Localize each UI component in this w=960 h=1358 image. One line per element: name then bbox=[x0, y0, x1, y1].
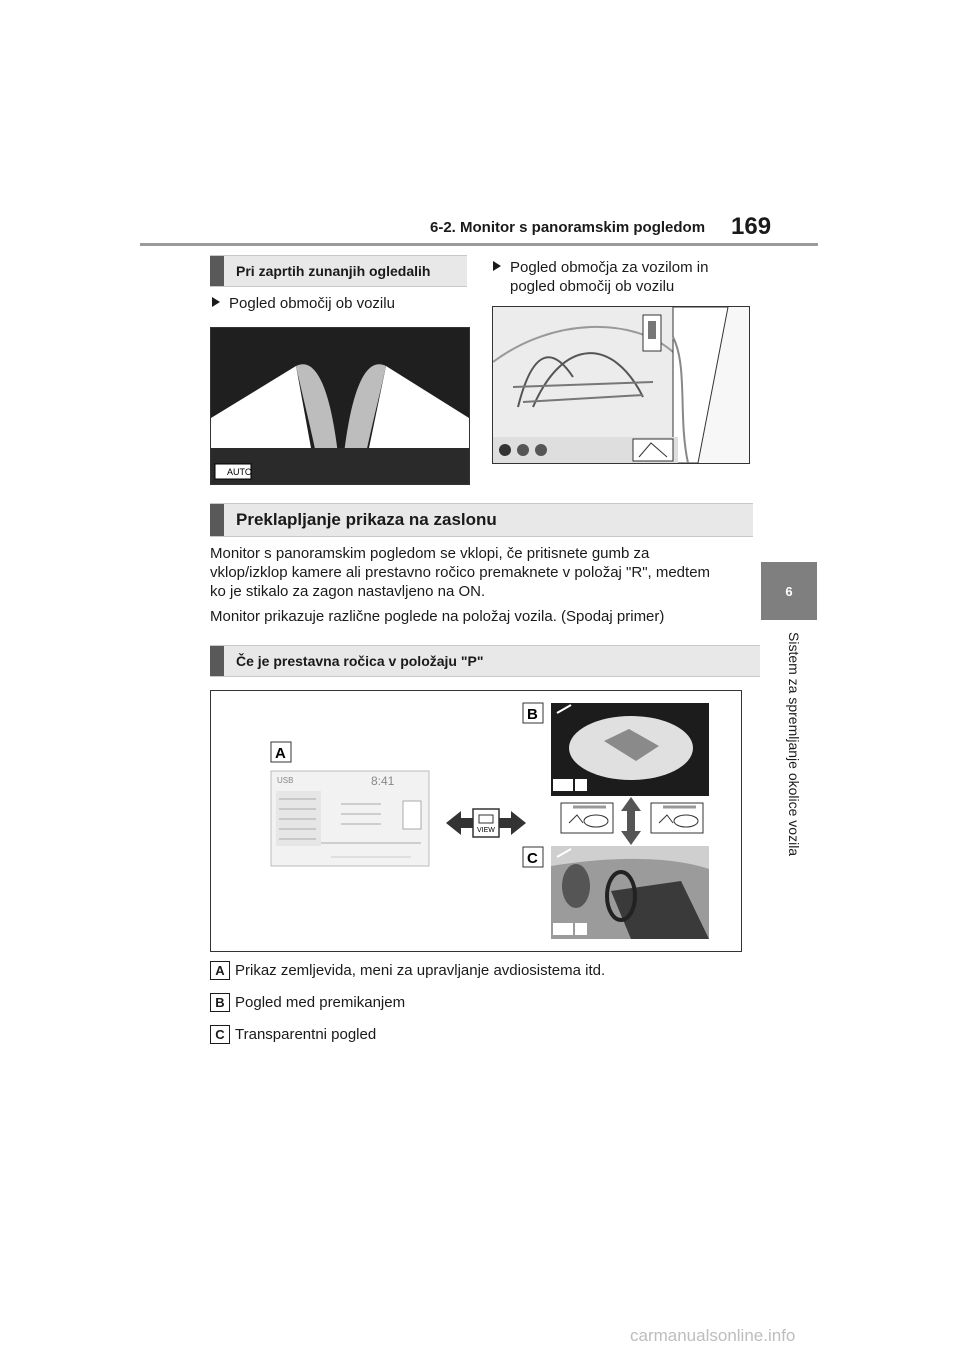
paragraph-line: Monitor s panoramskim pogledom se vklopi, če pritisnete gumb za bbox=[210, 545, 650, 562]
moving-view-screen bbox=[551, 703, 709, 796]
legend-item-b bbox=[210, 993, 405, 1012]
chapter-tab-label: Sistem za spremljanje okolice vozila bbox=[786, 632, 802, 857]
transparent-view-screen bbox=[551, 846, 709, 939]
paragraph-line: ko je stikalo za zagon nastavljeno na ON. bbox=[210, 583, 486, 600]
rear-view-illustration bbox=[493, 307, 749, 463]
triangle-bullet-icon bbox=[212, 297, 220, 307]
screen-time: 8:41 bbox=[371, 774, 395, 788]
audio-map-screen bbox=[271, 771, 429, 866]
heading-text: Pri zaprtih zunanjih ogledalih bbox=[236, 263, 431, 279]
heading-bar bbox=[210, 646, 224, 676]
bullet-side-view bbox=[212, 294, 472, 313]
figure-rear-side-view bbox=[492, 306, 750, 464]
section-heading-mirrors-closed bbox=[210, 255, 467, 287]
chapter-tab-number: 6 bbox=[761, 562, 817, 620]
heading-bar bbox=[210, 256, 224, 286]
figure-view-switching-diagram bbox=[210, 690, 742, 952]
watermark: carmanualsonline.info bbox=[630, 1326, 796, 1345]
legend-key: C bbox=[210, 1025, 230, 1044]
label-a: A bbox=[275, 745, 286, 762]
bullet-line1: Pogled območja za vozilom in bbox=[510, 259, 709, 276]
page-number: 169 bbox=[731, 213, 772, 240]
auto-label: AUTO bbox=[227, 467, 252, 477]
section-heading-park-position bbox=[210, 645, 760, 677]
label-b: B bbox=[527, 706, 538, 723]
section-heading-switching-display bbox=[210, 503, 753, 537]
legend-text: Prikaz zemljevida, meni za upravljanje avdiosistema itd. bbox=[235, 962, 606, 979]
triangle-bullet-icon bbox=[493, 261, 501, 271]
legend-key: B bbox=[210, 993, 230, 1012]
paragraph-line: vklop/izklop kamere ali prestavno ročico premaknete v položaj "R", medtem bbox=[210, 564, 711, 581]
view-label: VIEW bbox=[477, 827, 495, 834]
legend-item-c bbox=[210, 1025, 376, 1044]
legend-text: Transparentni pogled bbox=[235, 1026, 377, 1043]
legend-key: A bbox=[210, 961, 230, 980]
header-rule bbox=[140, 243, 818, 246]
paragraph-views: Monitor prikazuje različne poglede na položaj vozila. (Spodaj primer) bbox=[210, 608, 665, 625]
bullet-text: Pogled območij ob vozilu bbox=[229, 295, 395, 312]
view-switching-illustration bbox=[211, 691, 741, 951]
figure-side-view bbox=[210, 327, 470, 485]
legend-item-a bbox=[210, 961, 605, 980]
label-c: C bbox=[527, 850, 538, 867]
legend-text: Pogled med premikanjem bbox=[235, 994, 406, 1011]
heading-text: Če je prestavna ročica v položaju "P" bbox=[236, 653, 484, 669]
screen-source: USB bbox=[277, 776, 294, 785]
paragraph-activation bbox=[210, 544, 755, 601]
bullet-rear-side-view bbox=[493, 258, 753, 296]
heading-bar bbox=[210, 504, 224, 536]
bullet-line2: pogled območij ob vozilu bbox=[510, 278, 675, 295]
section-header-title: 6-2. Monitor s panoramskim pogledom bbox=[430, 219, 706, 236]
heading-text: Preklapljanje prikaza na zaslonu bbox=[236, 510, 497, 529]
side-view-illustration bbox=[211, 328, 469, 484]
